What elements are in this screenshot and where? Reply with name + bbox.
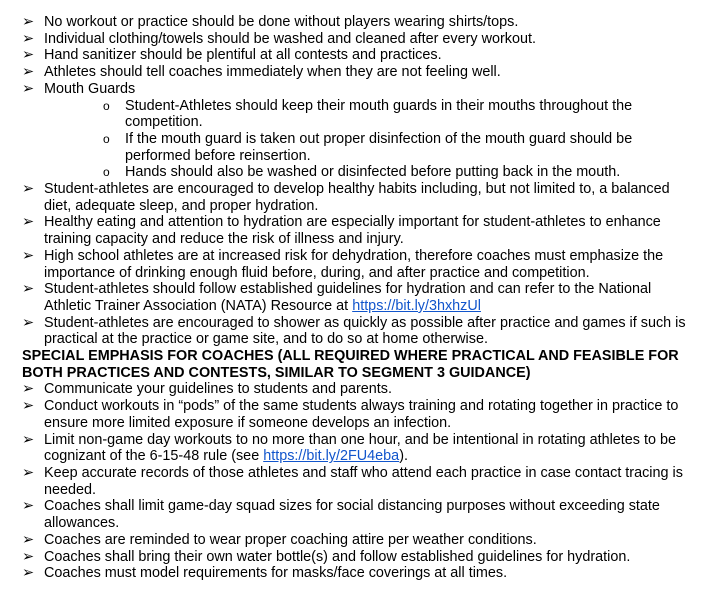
- arrow-bullet-icon: ➢: [22, 565, 35, 582]
- list-item: [22, 565, 691, 582]
- list-item-text: Individual clothing/towels should be washed and cleaned after every workout.: [44, 30, 536, 47]
- list-item: [22, 47, 691, 64]
- circle-bullet-icon: o: [103, 98, 110, 113]
- list-item: [22, 214, 691, 247]
- list-item: [22, 181, 691, 214]
- arrow-bullet-icon: ➢: [22, 548, 35, 565]
- limit-suffix: ).: [399, 448, 408, 465]
- list-item-text: Healthy eating and attention to hydration are especially important for student-athletes to enhance training capacity and reduce the risk of illness and injury.: [44, 214, 661, 248]
- list-item-text: Coaches must model requirements for masks/face coverings at all times.: [44, 565, 508, 582]
- sub-list-item: [22, 164, 691, 181]
- list-item: [22, 498, 691, 531]
- circle-bullet-icon: o: [103, 165, 110, 180]
- list-item-text: Athletes should tell coaches immediately when they are not feeling well.: [44, 64, 501, 81]
- sub-list-item: [22, 98, 691, 131]
- list-item: [22, 532, 691, 549]
- shower-text: Student-athletes are encouraged to shower as quickly as possible after practice and games if such is practical at the practice or game site, and to do so at home otherwise.: [44, 314, 686, 348]
- list-item-text: No workout or practice should be done without players wearing shirts/tops.: [44, 14, 519, 30]
- list-item-text: Student-athletes are encouraged to develop healthy habits including, but not limited to, a balanced diet, adequate sleep, and proper hydration.: [44, 181, 670, 214]
- coaches-list-a: [22, 381, 691, 431]
- arrow-bullet-icon: ➢: [22, 214, 35, 231]
- list-item: [22, 81, 691, 98]
- list-item: [22, 398, 691, 431]
- list-item-text: Conduct workouts in “pods” of the same students always training and rotating together in practice to ensure more limited exposure if someone develops an infection.: [44, 398, 679, 431]
- list-item-text: Student-Athletes should keep their mouth guards in their mouths throughout the competition.: [125, 97, 633, 131]
- list-item-nata: [22, 281, 691, 314]
- arrow-bullet-icon: ➢: [22, 381, 35, 398]
- arrow-bullet-icon: ➢: [22, 498, 35, 515]
- list-item-text: Coaches shall limit game-day squad sizes for social distancing purposes without exceeding state allowances.: [44, 498, 660, 532]
- arrow-bullet-icon: ➢: [22, 314, 35, 331]
- list-item-text: High school athletes are at increased risk for dehydration, therefore coaches must emphasize the importance of drinking enough fluid before, during, and after practice and competition.: [44, 247, 664, 281]
- arrow-bullet-icon: ➢: [22, 181, 35, 198]
- list-item: [22, 248, 691, 281]
- list-item: [22, 549, 691, 566]
- arrow-bullet-icon: ➢: [22, 431, 35, 448]
- arrow-bullet-icon: ➢: [22, 14, 35, 30]
- arrow-bullet-icon: ➢: [22, 464, 35, 481]
- mouth-guard-sublist: [22, 98, 691, 182]
- arrow-bullet-icon: ➢: [22, 398, 35, 415]
- coaches-heading: SPECIAL EMPHASIS FOR COACHES (ALL REQUIRED WHERE PRACTICAL AND FEASIBLE FOR BOTH PRACTICES AND CONTESTS, SIMILAR TO SEGMENT 3 GUIDANCE): [22, 348, 679, 381]
- list-item-text: Coaches are reminded to wear proper coaching attire per weather conditions.: [44, 531, 537, 548]
- arrow-bullet-icon: ➢: [22, 47, 35, 64]
- mid-list: [22, 181, 691, 281]
- sub-list-item: [22, 131, 691, 164]
- list-item-limit: [22, 432, 691, 465]
- list-item-text: Coaches shall bring their own water bottle(s) and follow established guidelines for hydration.: [44, 548, 631, 565]
- arrow-bullet-icon: ➢: [22, 64, 35, 81]
- list-item-shower: [22, 315, 691, 348]
- list-item-text: Mouth Guards: [44, 80, 136, 97]
- arrow-bullet-icon: ➢: [22, 281, 35, 298]
- arrow-bullet-icon: ➢: [22, 247, 35, 264]
- arrow-bullet-icon: ➢: [22, 531, 35, 548]
- list-item-text: If the mouth guard is taken out proper disinfection of the mouth guard should be performed before reinsertion.: [125, 130, 633, 164]
- top-list: [22, 14, 691, 98]
- list-item: [22, 31, 691, 48]
- limit-text: Limit non-game day workouts to no more than one hour, and be intentional in rotating athletes to be cognizant of the 6-15-48 rule (see: [44, 431, 676, 465]
- list-item-text: Communicate your guidelines to students and parents.: [44, 381, 392, 398]
- list-item-text: Hand sanitizer should be plentiful at all contests and practices.: [44, 47, 442, 64]
- arrow-bullet-icon: ➢: [22, 80, 35, 97]
- rule-link[interactable]: https://bit.ly/2FU4eba: [263, 448, 400, 465]
- list-item-text: Hands should also be washed or disinfected before putting back in the mouth.: [125, 164, 621, 181]
- list-item: [22, 14, 691, 31]
- list-item-text: Keep accurate records of those athletes and staff who attend each practice in case contact tracing is needed.: [44, 464, 683, 498]
- nata-text: Student-athletes should follow established guidelines for hydration and can refer to the National Athletic Trainer Association (NATA) Resource at: [44, 281, 652, 314]
- nata-link[interactable]: https://bit.ly/3hxhzUl: [352, 297, 481, 314]
- arrow-bullet-icon: ➢: [22, 30, 35, 47]
- list-item: [22, 64, 691, 81]
- circle-bullet-icon: o: [103, 131, 110, 146]
- list-item: [22, 465, 691, 498]
- list-item: [22, 381, 691, 398]
- coaches-list-b: [22, 465, 691, 582]
